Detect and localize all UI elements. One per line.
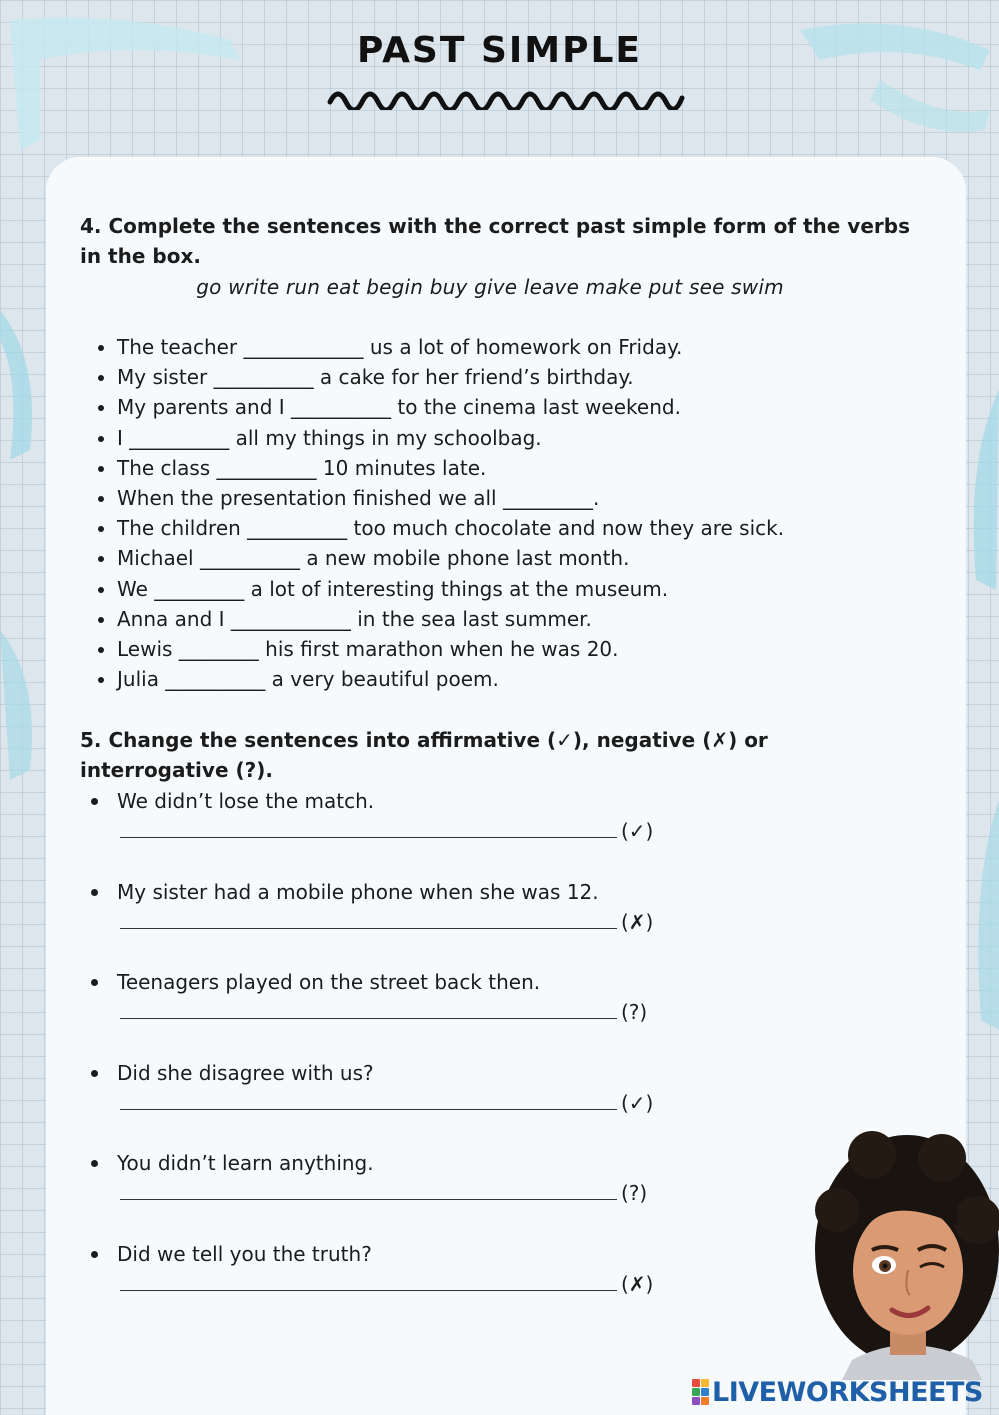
exercise-5-sentence: We didn’t lose the match. <box>117 789 375 813</box>
exercise-4-sentence: • My parents and I __________ to the cinema last weekend. <box>117 392 917 422</box>
exercise-5-item <box>117 877 917 968</box>
answer-line <box>117 1088 917 1118</box>
answer-line <box>117 1178 917 1208</box>
exercise-5-item <box>117 786 917 877</box>
answer-mark: (✓) <box>621 819 654 843</box>
exercise-4-sentence: • Anna and I ____________ in the sea last summer. <box>117 604 917 634</box>
exercise-4-sentence: • My sister __________ a cake for her friend’s birthday. <box>117 362 917 392</box>
answer-mark: (✗) <box>621 909 654 934</box>
liveworksheets-text: LIVEWORKSHEETS <box>712 1376 983 1408</box>
exercise-4-sentence: • I __________ all my things in my schoolbag. <box>117 423 917 453</box>
exercise-5-item <box>117 1239 917 1330</box>
cartoon-avatar-image <box>812 1130 999 1380</box>
exercise-4-list <box>80 332 917 694</box>
exercise-5-sentence: Teenagers played on the street back then. <box>117 970 541 994</box>
answer-mark: (✓) <box>621 1090 654 1115</box>
verb-box: go write run eat begin buy give leave make put see swim <box>196 275 784 299</box>
exercise-5-item <box>117 967 917 1058</box>
exercise-4-sentence: • We _________ a lot of interesting things at the museum. <box>117 574 917 604</box>
answer-line <box>117 1269 917 1299</box>
answer-line <box>117 816 917 846</box>
exercise-4-sentence: • The teacher ____________ us a lot of homework on Friday. <box>117 332 917 362</box>
exercise-5-sentence: Did we tell you the truth? <box>117 1241 372 1266</box>
exercise-4-sentence: • The class __________ 10 minutes late. <box>117 453 917 483</box>
exercise-5-sentence: Did she disagree with us? <box>117 1060 374 1085</box>
liveworksheets-brand <box>692 1372 983 1412</box>
exercise-5-item <box>117 1148 917 1239</box>
squiggle-underline <box>326 84 686 110</box>
answer-blank[interactable] <box>120 1290 617 1291</box>
answer-blank[interactable] <box>120 1109 617 1110</box>
exercise-4-heading: 4. Complete the sentences with the correct past simple form of the verbs in the box. <box>80 214 910 268</box>
exercise-5-item <box>117 1058 917 1149</box>
answer-blank[interactable] <box>120 1199 617 1200</box>
exercise-4-sentence: • When the presentation finished we all _________. <box>117 483 917 513</box>
exercise-5-sentence: My sister had a mobile phone when she was 12. <box>117 879 599 904</box>
exercise-4-sentence: • Michael __________ a new mobile phone last month. <box>117 543 917 573</box>
exercise-5-heading: 5. Change the sentences into affirmative (✓), negative (✗) or interrogative (?). <box>80 728 768 782</box>
answer-blank[interactable] <box>120 837 617 838</box>
exercise-5-list <box>80 786 917 1329</box>
exercise-4-sentence: • Julia __________ a very beautiful poem. <box>117 664 917 694</box>
boomerang-decoration-right <box>966 380 999 1080</box>
exercise-5-sentence: You didn’t learn anything. <box>117 1151 374 1175</box>
exercise-4-sentence: • Lewis ________ his first marathon when he was 20. <box>117 634 917 664</box>
answer-mark: (?) <box>621 1000 648 1024</box>
answer-mark: (?) <box>621 1181 648 1205</box>
page-title: PAST SIMPLE <box>356 30 643 71</box>
exercise-4-sentence: • The children __________ too much chocolate and now they are sick. <box>117 513 917 543</box>
answer-line <box>117 907 917 937</box>
boomerang-decoration-left <box>0 300 50 800</box>
answer-blank[interactable] <box>120 928 617 929</box>
answer-mark: (✗) <box>621 1271 654 1296</box>
boomerang-decoration-top-left <box>0 0 260 160</box>
liveworksheets-logo-icon <box>692 1379 709 1405</box>
answer-blank[interactable] <box>120 1018 617 1019</box>
answer-line <box>117 997 917 1027</box>
boomerang-decoration-top-right <box>760 0 999 160</box>
